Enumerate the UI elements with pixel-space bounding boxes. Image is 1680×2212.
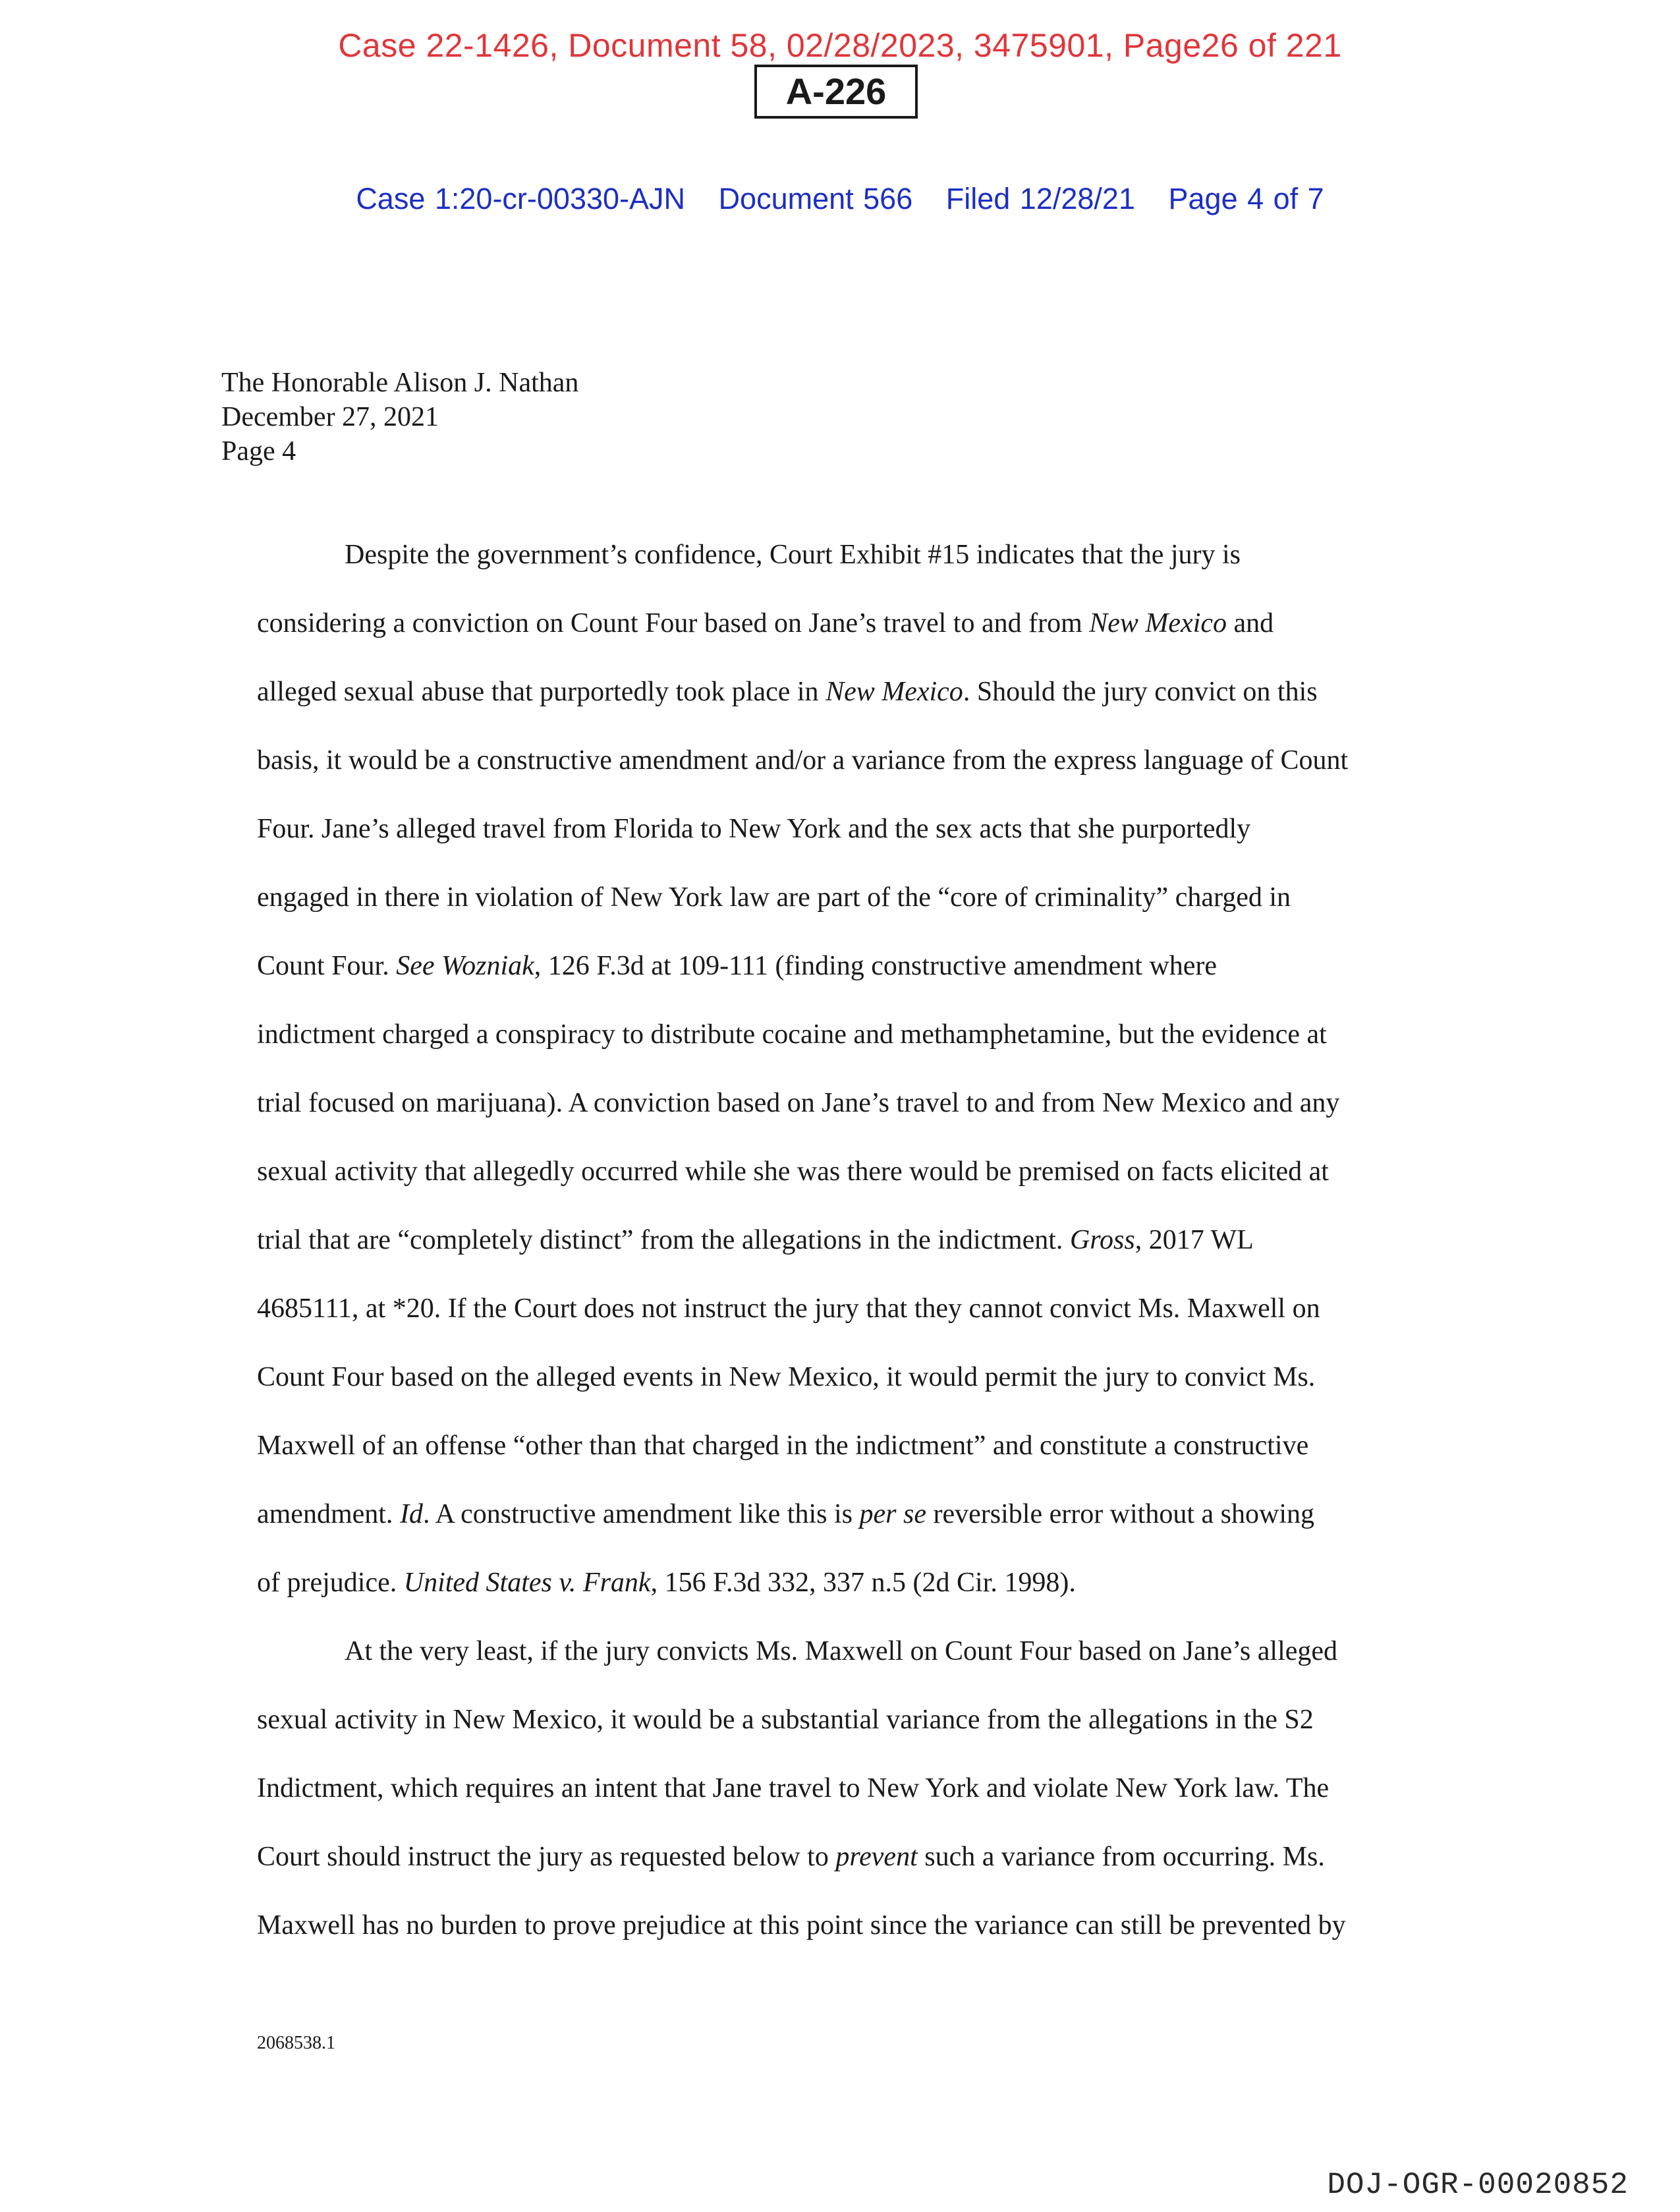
italic-text: See Wozniak (396, 951, 534, 981)
body-line (257, 726, 1433, 795)
body-text-segment: and (1227, 608, 1274, 638)
body-text-segment: Count Four. (257, 951, 397, 981)
body-text-segment: indictment charged a conspiracy to distribute cocaine and methamphetamine, but the evidence at (257, 1019, 1327, 1050)
body-text-segment: Count Four based on the alleged events in New Mexico, it would permit the jury to convict Ms. (257, 1362, 1316, 1392)
body-line (257, 795, 1433, 863)
body-line (257, 1343, 1433, 1411)
ecf-filed-date: Filed 12/28/21 (945, 182, 1135, 215)
body-text-segment: , 2017 WL (1134, 1225, 1254, 1255)
body-text-segment: reversible error without a showing (926, 1499, 1315, 1529)
body-line (257, 1000, 1433, 1069)
ecf-header (0, 182, 1680, 216)
ecf-case-number: Case 1:20-cr-00330-AJN (356, 182, 686, 215)
ecf-document-number: Document 566 (718, 182, 913, 215)
italic-text: prevent (835, 1842, 918, 1872)
body-text-segment: amendment. (257, 1499, 400, 1529)
italic-text: Gross (1069, 1225, 1135, 1255)
italic-text: per se (859, 1499, 926, 1529)
body-text-segment: Indictment, which requires an intent that Jane travel to New York and violate New York law. The (257, 1773, 1330, 1803)
body-text-segment: At the very least, if the jury convicts Ms. Maxwell on Count Four based on Jane’s alleged (345, 1636, 1338, 1666)
body-text-segment: , 156 F.3d 332, 337 n.5 (2d Cir. 1998). (650, 1568, 1076, 1598)
letter-head (221, 366, 578, 468)
body-line (257, 1754, 1433, 1823)
body-line (257, 932, 1433, 1000)
body-line (257, 1069, 1433, 1137)
document-id: 2068538.1 (257, 2033, 335, 2053)
addressee: The Honorable Alison J. Nathan (221, 368, 579, 398)
body-line (257, 1548, 1433, 1617)
italic-text: New Mexico (1089, 608, 1227, 638)
letter-body (257, 521, 1433, 1960)
body-line (257, 658, 1433, 726)
ecf-page-number: Page 4 of 7 (1168, 182, 1324, 215)
italic-text: Id (399, 1499, 423, 1529)
body-text-segment: considering a conviction on Count Four based on Jane’s travel to and from (257, 608, 1090, 638)
body-line (257, 1274, 1433, 1343)
appendix-page-box: A-226 (754, 65, 918, 119)
body-line (257, 1891, 1433, 1960)
body-text-segment: Maxwell has no burden to prove prejudice at this point since the variance can still be prevented by (257, 1910, 1346, 1941)
body-text-segment: Maxwell of an offense “other than that charged in the indictment” and constitute a constructive (257, 1431, 1309, 1461)
letter-date: December 27, 2021 (221, 402, 439, 432)
body-text-segment: . A constructive amendment like this is (422, 1499, 860, 1529)
body-text-segment: engaged in there in violation of New York law are part of the “core of criminality” charged in (257, 882, 1291, 913)
body-text-segment: basis, it would be a constructive amendment and/or a variance from the express language of Count (257, 745, 1349, 776)
body-line (257, 863, 1433, 932)
body-text-segment: 4685111, at *20. If the Court does not instruct the jury that they cannot convict Ms. Maxwell on (257, 1293, 1320, 1324)
body-text-segment: Court should instruct the jury as requested below to (257, 1842, 836, 1872)
letter-page: Page 4 (221, 436, 296, 467)
body-line (257, 589, 1433, 658)
body-text-segment: trial that are “completely distinct” from the allegations in the indictment. (257, 1225, 1070, 1255)
body-text-segment: such a variance from occurring. Ms. (917, 1842, 1325, 1872)
body-text-segment: Despite the government’s confidence, Court Exhibit #15 indicates that the jury is (345, 540, 1241, 570)
body-line (257, 1206, 1433, 1274)
body-line (257, 1686, 1433, 1754)
body-line (257, 1617, 1433, 1686)
body-text-segment: , 126 F.3d at 109-111 (finding constructive amendment where (534, 951, 1218, 981)
body-text-segment: trial focused on marijuana). A conviction based on Jane’s travel to and from New Mexico and any (257, 1088, 1340, 1118)
body-text-segment: . Should the jury convict on this (963, 677, 1318, 707)
body-line (257, 1411, 1433, 1480)
body-text-segment: sexual activity that allegedly occurred while she was there would be premised on facts elicited at (257, 1156, 1329, 1187)
body-text-segment: sexual activity in New Mexico, it would be a substantial variance from the allegations in the S2 (257, 1705, 1314, 1735)
appeal-stamp-line: Case 22-1426, Document 58, 02/28/2023, 3475901, Page26 of 221 (338, 27, 1342, 64)
body-text-segment: Four. Jane’s alleged travel from Florida to New York and the sex acts that she purportedly (257, 814, 1251, 844)
italic-text: New Mexico (826, 677, 963, 707)
body-line (257, 1137, 1433, 1206)
body-line (257, 521, 1433, 589)
bates-number: DOJ-OGR-00020852 (1327, 2168, 1629, 2202)
body-text-segment: of prejudice. (257, 1568, 404, 1598)
body-line (257, 1823, 1433, 1891)
body-text-segment: alleged sexual abuse that purportedly took place in (257, 677, 826, 707)
italic-text: United States v. Frank (403, 1568, 651, 1598)
body-line (257, 1480, 1433, 1548)
